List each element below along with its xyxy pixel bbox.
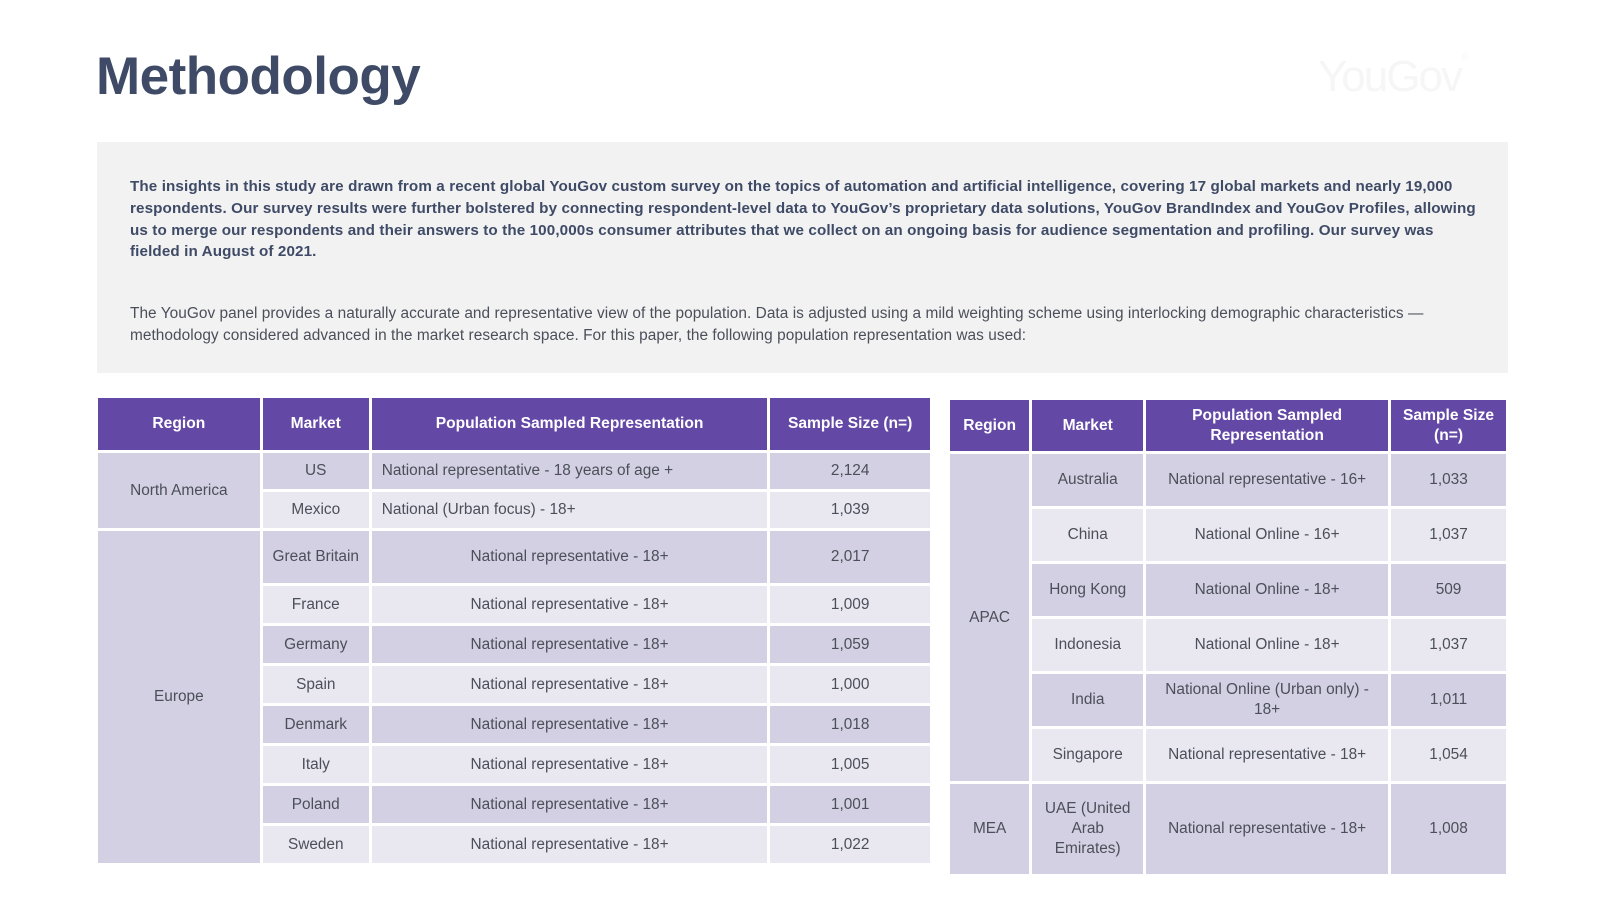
sample-cell: 509 [1391, 564, 1506, 616]
market-cell: Mexico [263, 492, 369, 528]
representation-cell: National Online (Urban only) - 18+ [1146, 674, 1388, 726]
table-row [950, 784, 1506, 874]
page-title: Methodology [96, 47, 421, 106]
methodology-table-right [947, 397, 1509, 877]
representation-cell: National representative - 18+ [372, 706, 768, 743]
sample-cell: 1,001 [770, 786, 930, 823]
sample-cell: 2,124 [770, 453, 930, 489]
header-market: Market [1032, 400, 1143, 451]
sample-cell: 1,054 [1391, 729, 1506, 781]
table-row [98, 453, 930, 489]
intro-paragraph-bold: The insights in this study are drawn from a recent global YouGov custom survey on the topics of automation and artificial intelligence, covering 17 global markets and nearly 19,000 respondents. Our survey results were further bolstered by connecting respondent-level data to YouGov’s proprietary data solutions, YouGov BrandIndex and YouGov Profiles, allowing us to merge our respondents and their answers to the 100,000s consumer attributes that we collect on an ongoing basis for audience segmentation and profiling. Our survey was fielded in August of 2021. [130, 178, 1476, 261]
market-cell: Hong Kong [1032, 564, 1143, 616]
region-cell: North America [98, 453, 260, 528]
market-cell: Poland [263, 786, 369, 823]
table-header-row [98, 398, 930, 450]
market-cell: UAE (United Arab Emirates) [1032, 784, 1143, 874]
representation-cell: National Online - 18+ [1146, 619, 1388, 671]
sample-cell: 1,039 [770, 492, 930, 528]
representation-cell: National Online - 18+ [1146, 564, 1388, 616]
header-representation: Population Sampled Representation [372, 398, 768, 450]
region-cell: MEA [950, 784, 1029, 874]
sample-cell: 1,008 [1391, 784, 1506, 874]
representation-cell: National representative - 18+ [372, 826, 768, 863]
representation-cell: National representative - 18+ [372, 626, 768, 663]
market-cell: Great Britain [263, 531, 369, 583]
market-cell: Australia [1032, 454, 1143, 506]
representation-cell: National representative - 18+ [1146, 784, 1388, 874]
representation-cell: National representative - 18+ [372, 586, 768, 623]
sample-cell: 1,018 [770, 706, 930, 743]
representation-cell: National representative - 18 years of age + [372, 453, 768, 489]
sample-cell: 1,009 [770, 586, 930, 623]
table-row [98, 531, 930, 583]
header-sample-size: Sample Size (n=) [770, 398, 930, 450]
sample-cell: 1,059 [770, 626, 930, 663]
header-market: Market [263, 398, 369, 450]
market-cell: France [263, 586, 369, 623]
sample-cell: 1,000 [770, 666, 930, 703]
header-sample-size: Sample Size (n=) [1391, 400, 1506, 451]
representation-cell: National (Urban focus) - 18+ [372, 492, 768, 528]
sample-cell: 1,037 [1391, 619, 1506, 671]
table-row [950, 619, 1506, 671]
yougov-logo [1318, 52, 1494, 102]
market-cell: Spain [263, 666, 369, 703]
table-header-row [950, 400, 1506, 451]
header-region: Region [98, 398, 260, 450]
market-cell: Italy [263, 746, 369, 783]
logo-text: YouGov [1318, 52, 1461, 101]
market-cell: Germany [263, 626, 369, 663]
header-representation: Population Sampled Representation [1146, 400, 1388, 451]
sample-cell: 1,033 [1391, 454, 1506, 506]
header-region: Region [950, 400, 1029, 451]
sample-cell: 1,005 [770, 746, 930, 783]
representation-cell: National representative - 18+ [372, 666, 768, 703]
market-cell: Denmark [263, 706, 369, 743]
sample-cell: 2,017 [770, 531, 930, 583]
sample-cell: 1,011 [1391, 674, 1506, 726]
table-row [950, 564, 1506, 616]
sample-cell: 1,022 [770, 826, 930, 863]
market-cell: Indonesia [1032, 619, 1143, 671]
table-row [950, 674, 1506, 726]
market-cell: China [1032, 509, 1143, 561]
table-row [950, 509, 1506, 561]
representation-cell: National Online - 16+ [1146, 509, 1388, 561]
intro-paragraph-regular: The YouGov panel provides a naturally accurate and representative view of the population. Data is adjusted using a mild weighting scheme using interlocking demographic characteristics — methodology considered advanced in the market research space. For this paper, the following population representation was used: [130, 305, 1424, 344]
intro-box [97, 142, 1508, 373]
market-cell: US [263, 453, 369, 489]
sample-cell: 1,037 [1391, 509, 1506, 561]
representation-cell: National representative - 18+ [372, 531, 768, 583]
table-row [950, 454, 1506, 506]
table-row [950, 729, 1506, 781]
representation-cell: National representative - 18+ [372, 786, 768, 823]
methodology-table-left [95, 395, 933, 866]
region-cell: Europe [98, 531, 260, 863]
market-cell: India [1032, 674, 1143, 726]
market-cell: Singapore [1032, 729, 1143, 781]
region-cell: APAC [950, 454, 1029, 781]
representation-cell: National representative - 18+ [372, 746, 768, 783]
logo-registered-mark: ® [1460, 52, 1469, 63]
representation-cell: National representative - 16+ [1146, 454, 1388, 506]
representation-cell: National representative - 18+ [1146, 729, 1388, 781]
market-cell: Sweden [263, 826, 369, 863]
